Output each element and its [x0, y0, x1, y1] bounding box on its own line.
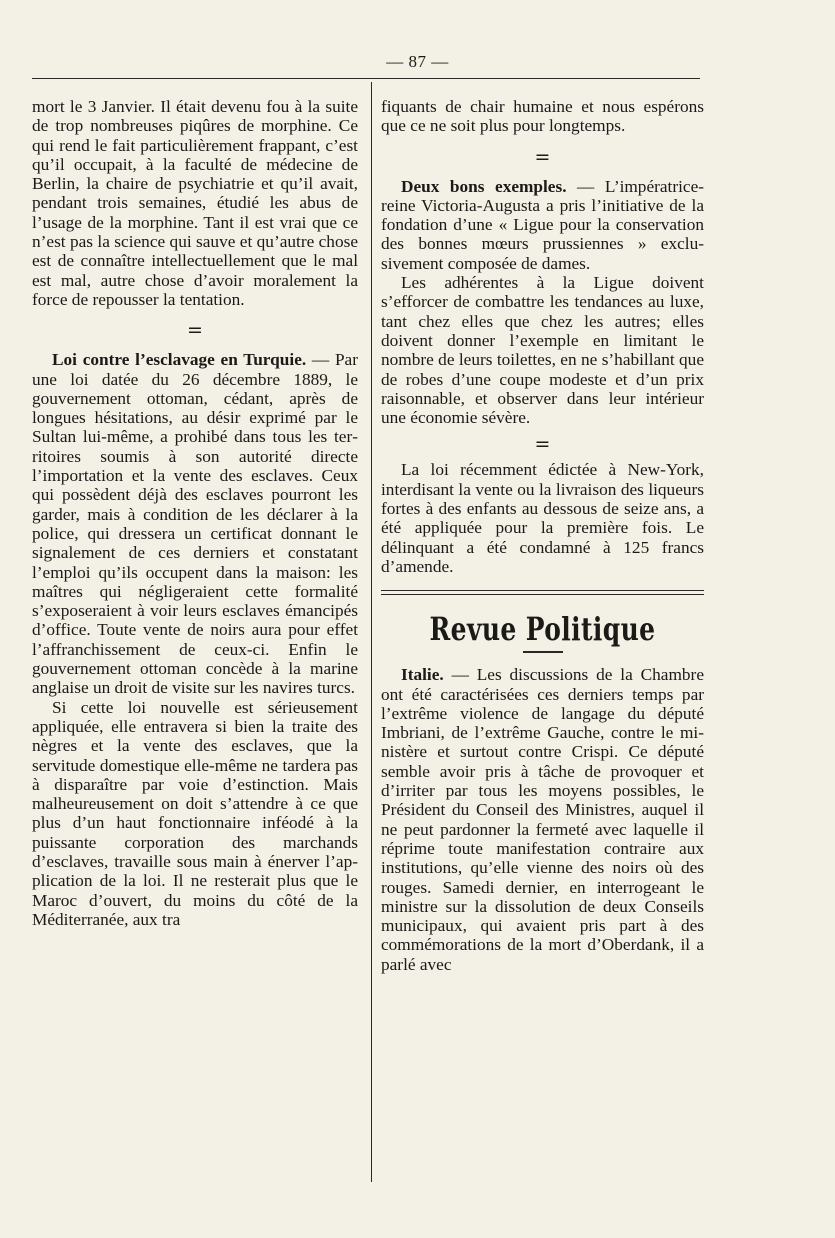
- separator: =: [187, 319, 203, 342]
- slavery-article: [32, 350, 358, 697]
- newyork-paragraph: La loi récemment édictée à New-York, interdisant la vente ou la livraison des liqueurs fortes à des enfants au dessous de seize ans, a été appliquée pour la première fois. Le délinquant a été condamné à 125 francs d’amende.: [381, 460, 704, 576]
- slavery-body: — Par une loi datée du 26 décembre 1889, le gouvernement ottoman, cédant, après de longues hésitations, au désir exprimé par le Sultan lui-même, a prohibé dans tous les territoires soumis à son autorité directe l’importation et la vente des esclaves. Ceux qui possèdent déjà des esclaves pourront les garder, mais à condition de les déclarer à la police, qui dressera un certificat donnant le signalement de ces derniers et constatant l’emploi qu’ils occupent dans la maison: les maîtres qui négligeraient cette formalité s’exposeraient à voir leurs esclaves émancipés d’office. Toute vente de noirs aura pour effet l’affranchissement de ceux-ci. Enfin le gouvernement ottoman concède à la marine anglaise un droit de visite sur les navires turcs.: [32, 350, 358, 698]
- column-divider: [371, 82, 372, 1182]
- examples-body: — L’impératrice-reine Victoria-Augusta a pris l’initiative de la fondation d’une « Ligue pour la conservation des bonnes mœurs prussiennes » exclusivement composée de dames.: [381, 176, 704, 273]
- italy-article: [381, 665, 704, 974]
- left-column: [32, 97, 358, 1167]
- section-title: Revue Politique: [429, 610, 656, 649]
- traffickers-paragraph: fiquants de chair humaine et nous espérons que ce ne soit plus pour longtemps.: [381, 97, 704, 136]
- section-double-rule: [381, 590, 704, 595]
- italy-heading: Italie.: [401, 665, 444, 685]
- right-column: [381, 97, 704, 1167]
- title-rule: [523, 651, 563, 653]
- slavery-paragraph-2: Si cette loi nouvelle est sérieusement appliquée, elle entravera si bien la traite des nègres et la vente des esclaves, que la servitude domestique elle-même ne tardera pas à disparaître par voie d’estinction. Mais malheureusement on doit s’attendre à ce que plus d’un haut fonctionnaire inféodé à la puissante corporation des marchands d’esclaves, travaille sous main à énerver l’application de la loi. Il ne resterait plus que le Maroc d’ouvert, du moins du côté de la Méditerranée, aux tra: [32, 697, 358, 929]
- morphine-paragraph: mort le 3 Janvier. Il était devenu fou à la suite de trop nombreuses piqûres de morphine. Ce qui rend le fait particulièrement frappant, c’est qu’il occupait, à la faculté de médecine de Berlin, la chaire de psychiatrie et qu’il avait, pendant trois semaines, étudié les abus de l’usage de la morphine. Tant il est vrai que ce n’est pas la science qui sauve et qu’autre chose est de connaître intellectuellement que le mal est mal, autre chose d’avoir moralement la force de repousser la tentation.: [32, 97, 358, 309]
- page-number: — 87 —: [386, 52, 449, 71]
- examples-heading: Deux bons exemples.: [401, 176, 567, 196]
- italy-body: — Les discussions de la Chambre ont été caractérisées ces derniers temps par l’extrême violence de langage du député Imbriani, de l’extrême Gauche, contre le ministère et surtout contre Crispi. Ce député semble avoir pris à tâche de provoquer et d’irriter par tous les moyens possibles, le Président du Conseil des Ministres, auquel il ne peut pardonner la fermeté avec laquelle il réprime toute manifestation contraire aux institutions, qu’elle vienne des noirs où des rouges. Samedi dernier, en interrogeant le ministre sur la dissolution de deux Conseils municipaux, qui avaient pris part à des commémorations de la mort d’Oberdank, il a parlé avec: [381, 665, 704, 974]
- separator: =: [534, 145, 551, 168]
- header-rule: [32, 78, 700, 79]
- separator: =: [534, 433, 551, 456]
- slavery-heading: Loi contre l’esclavage en Turquie.: [52, 350, 307, 370]
- league-paragraph: Les adhérentes à la Ligue doivent s’efforcer de combattre les tendances au luxe, tant chez elles que chez les autres; elles doivent donner l’exemple en limitant le nombre de leurs toilettes, en ne s’habillant que de robes d’une coupe modeste et d’un prix raisonnable, et observer dans leur intérieur une économie sévère.: [381, 273, 704, 428]
- examples-article: [381, 177, 704, 273]
